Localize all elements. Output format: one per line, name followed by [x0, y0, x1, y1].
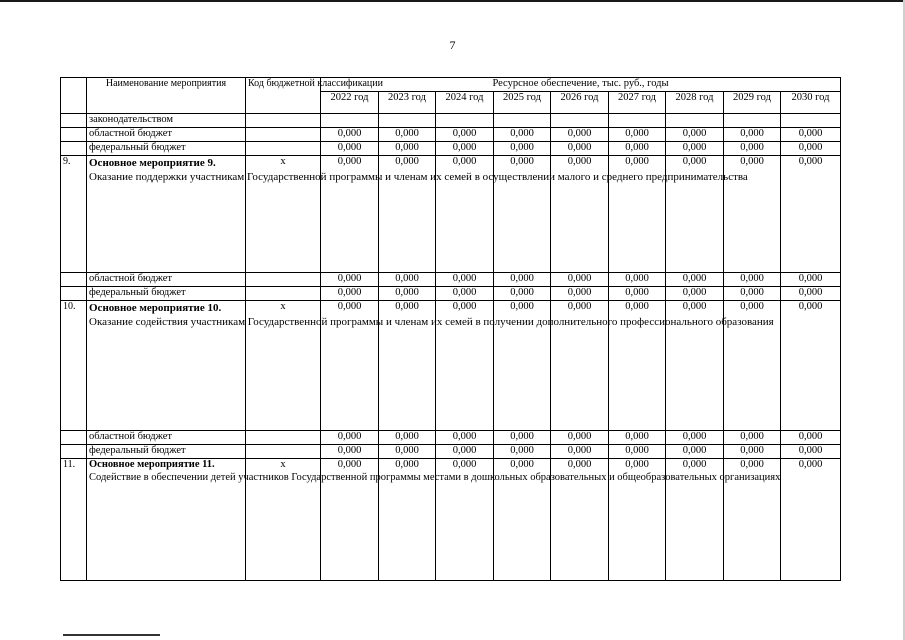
header-year: 2027 год: [609, 92, 666, 114]
value-cell: 0,000: [724, 459, 781, 581]
row-code-cell: [246, 431, 321, 445]
row-label: федеральный бюджет: [87, 287, 246, 301]
value-cell: [436, 114, 494, 128]
value-cell: 0,000: [609, 128, 666, 142]
value-cell: 0,000: [724, 287, 781, 301]
value-cell: 0,000: [436, 431, 494, 445]
row-number-cell: [61, 273, 87, 287]
value-cell: 0,000: [379, 128, 436, 142]
row-code-cell: [246, 128, 321, 142]
value-cell: [666, 114, 724, 128]
header-year: 2028 год: [666, 92, 724, 114]
value-cell: 0,000: [551, 156, 609, 273]
value-cell: 0,000: [551, 459, 609, 581]
row-label: областной бюджет: [87, 431, 246, 445]
row-number-cell: [61, 445, 87, 459]
value-cell: 0,000: [494, 287, 551, 301]
value-cell: [494, 114, 551, 128]
header-name: Наименование мероприятия: [87, 78, 246, 114]
value-cell: 0,000: [609, 459, 666, 581]
row-label: законодательством: [87, 114, 246, 128]
value-cell: 0,000: [379, 287, 436, 301]
value-cell: 0,000: [666, 273, 724, 287]
value-cell: 0,000: [781, 445, 841, 459]
header-year: 2022 год: [321, 92, 379, 114]
header-year: 2026 год: [551, 92, 609, 114]
event-code: х: [246, 301, 321, 431]
value-cell: 0,000: [494, 459, 551, 581]
resource-table: [60, 77, 841, 581]
value-cell: 0,000: [436, 459, 494, 581]
value-cell: 0,000: [436, 287, 494, 301]
value-cell: 0,000: [781, 301, 841, 431]
value-cell: 0,000: [321, 431, 379, 445]
value-cell: 0,000: [724, 128, 781, 142]
header-code: Код бюджетной классификации: [246, 78, 321, 114]
row-label: федеральный бюджет: [87, 142, 246, 156]
event-code: х: [246, 156, 321, 273]
header-number-cell: [61, 78, 87, 114]
header-year: 2023 год: [379, 92, 436, 114]
event-code: х: [246, 459, 321, 581]
value-cell: 0,000: [321, 142, 379, 156]
value-cell: [551, 114, 609, 128]
row-code-cell: [246, 114, 321, 128]
value-cell: 0,000: [379, 156, 436, 273]
continuation-row: [61, 114, 841, 128]
value-cell: 0,000: [436, 128, 494, 142]
continuation-row: [61, 128, 841, 142]
event-description: Оказание поддержки участникам Государственной программы и членам их семей в осуществлении малого и среднего предпринимательства: [89, 171, 748, 184]
value-cell: 0,000: [436, 301, 494, 431]
value-cell: 0,000: [321, 156, 379, 273]
value-cell: 0,000: [724, 445, 781, 459]
value-cell: [609, 114, 666, 128]
value-cell: 0,000: [609, 156, 666, 273]
row-number-cell: [61, 431, 87, 445]
value-cell: 0,000: [436, 445, 494, 459]
value-cell: 0,000: [494, 156, 551, 273]
value-cell: 0,000: [609, 445, 666, 459]
row-code-cell: [246, 287, 321, 301]
continuation-row: [61, 142, 841, 156]
value-cell: 0,000: [436, 156, 494, 273]
event-row: [61, 301, 841, 431]
header-year: 2025 год: [494, 92, 551, 114]
event-description: Содействие в обеспечении детей участников Государственной программы местами в дошкольных образовательных и общеобразовательных организациях: [89, 471, 781, 483]
value-cell: 0,000: [494, 128, 551, 142]
event-title: Основное мероприятие 11.: [89, 459, 215, 470]
value-cell: 0,000: [781, 128, 841, 142]
value-cell: 0,000: [379, 273, 436, 287]
value-cell: 0,000: [781, 156, 841, 273]
row-code-cell: [246, 142, 321, 156]
value-cell: 0,000: [609, 301, 666, 431]
value-cell: 0,000: [724, 156, 781, 273]
row-label: областной бюджет: [87, 273, 246, 287]
table-body: [61, 114, 841, 581]
row-code-cell: [246, 273, 321, 287]
value-cell: 0,000: [781, 431, 841, 445]
value-cell: 0,000: [494, 142, 551, 156]
value-cell: 0,000: [666, 431, 724, 445]
value-cell: [724, 114, 781, 128]
budget-row: [61, 273, 841, 287]
value-cell: 0,000: [666, 459, 724, 581]
header-year: 2030 год: [781, 92, 841, 114]
value-cell: 0,000: [781, 287, 841, 301]
value-cell: [379, 114, 436, 128]
value-cell: 0,000: [321, 273, 379, 287]
header-resources: Ресурсное обеспечение, тыс. руб., годы: [321, 78, 841, 92]
value-cell: 0,000: [781, 142, 841, 156]
value-cell: 0,000: [379, 459, 436, 581]
scan-bottom-mark: [63, 634, 160, 636]
value-cell: 0,000: [379, 142, 436, 156]
value-cell: 0,000: [666, 445, 724, 459]
value-cell: 0,000: [666, 128, 724, 142]
value-cell: [321, 114, 379, 128]
value-cell: 0,000: [666, 142, 724, 156]
row-number-cell: [61, 142, 87, 156]
row-code-cell: [246, 445, 321, 459]
header-year: 2024 год: [436, 92, 494, 114]
value-cell: 0,000: [609, 431, 666, 445]
value-cell: 0,000: [321, 128, 379, 142]
header-year: 2029 год: [724, 92, 781, 114]
header-row-1: [61, 78, 841, 92]
event-row: [61, 459, 841, 581]
row-number-cell: [61, 287, 87, 301]
value-cell: 0,000: [494, 273, 551, 287]
event-number: 9.: [61, 156, 87, 273]
value-cell: 0,000: [494, 445, 551, 459]
value-cell: 0,000: [551, 301, 609, 431]
value-cell: 0,000: [724, 142, 781, 156]
value-cell: 0,000: [494, 431, 551, 445]
value-cell: 0,000: [781, 459, 841, 581]
value-cell: 0,000: [551, 142, 609, 156]
value-cell: 0,000: [321, 287, 379, 301]
value-cell: 0,000: [609, 273, 666, 287]
value-cell: [781, 114, 841, 128]
value-cell: 0,000: [551, 287, 609, 301]
value-cell: 0,000: [781, 273, 841, 287]
value-cell: 0,000: [321, 445, 379, 459]
value-cell: 0,000: [436, 142, 494, 156]
value-cell: 0,000: [724, 431, 781, 445]
page-number: 7: [449, 38, 456, 52]
event-description: Оказание содействия участникам Государственной программы и членам их семей в получении дополнительного профессионального образования: [89, 316, 774, 329]
value-cell: 0,000: [724, 273, 781, 287]
budget-row: [61, 445, 841, 459]
event-number: 10.: [61, 301, 87, 431]
budget-row: [61, 431, 841, 445]
row-number-cell: [61, 128, 87, 142]
value-cell: 0,000: [551, 128, 609, 142]
event-row: [61, 156, 841, 273]
value-cell: 0,000: [609, 142, 666, 156]
value-cell: 0,000: [666, 301, 724, 431]
scan-top-edge: [0, 0, 905, 2]
value-cell: 0,000: [436, 273, 494, 287]
value-cell: 0,000: [494, 301, 551, 431]
value-cell: 0,000: [379, 301, 436, 431]
value-cell: 0,000: [724, 301, 781, 431]
value-cell: 0,000: [666, 287, 724, 301]
value-cell: 0,000: [551, 431, 609, 445]
value-cell: 0,000: [321, 459, 379, 581]
row-label: областной бюджет: [87, 128, 246, 142]
value-cell: 0,000: [321, 301, 379, 431]
event-title: Основное мероприятие 10.: [89, 302, 222, 314]
value-cell: 0,000: [666, 156, 724, 273]
value-cell: 0,000: [379, 445, 436, 459]
budget-row: [61, 287, 841, 301]
value-cell: 0,000: [609, 287, 666, 301]
value-cell: 0,000: [551, 445, 609, 459]
row-label: федеральный бюджет: [87, 445, 246, 459]
value-cell: 0,000: [551, 273, 609, 287]
event-number: 11.: [61, 459, 87, 581]
event-title: Основное мероприятие 9.: [89, 157, 216, 169]
row-number-cell: [61, 114, 87, 128]
value-cell: 0,000: [379, 431, 436, 445]
